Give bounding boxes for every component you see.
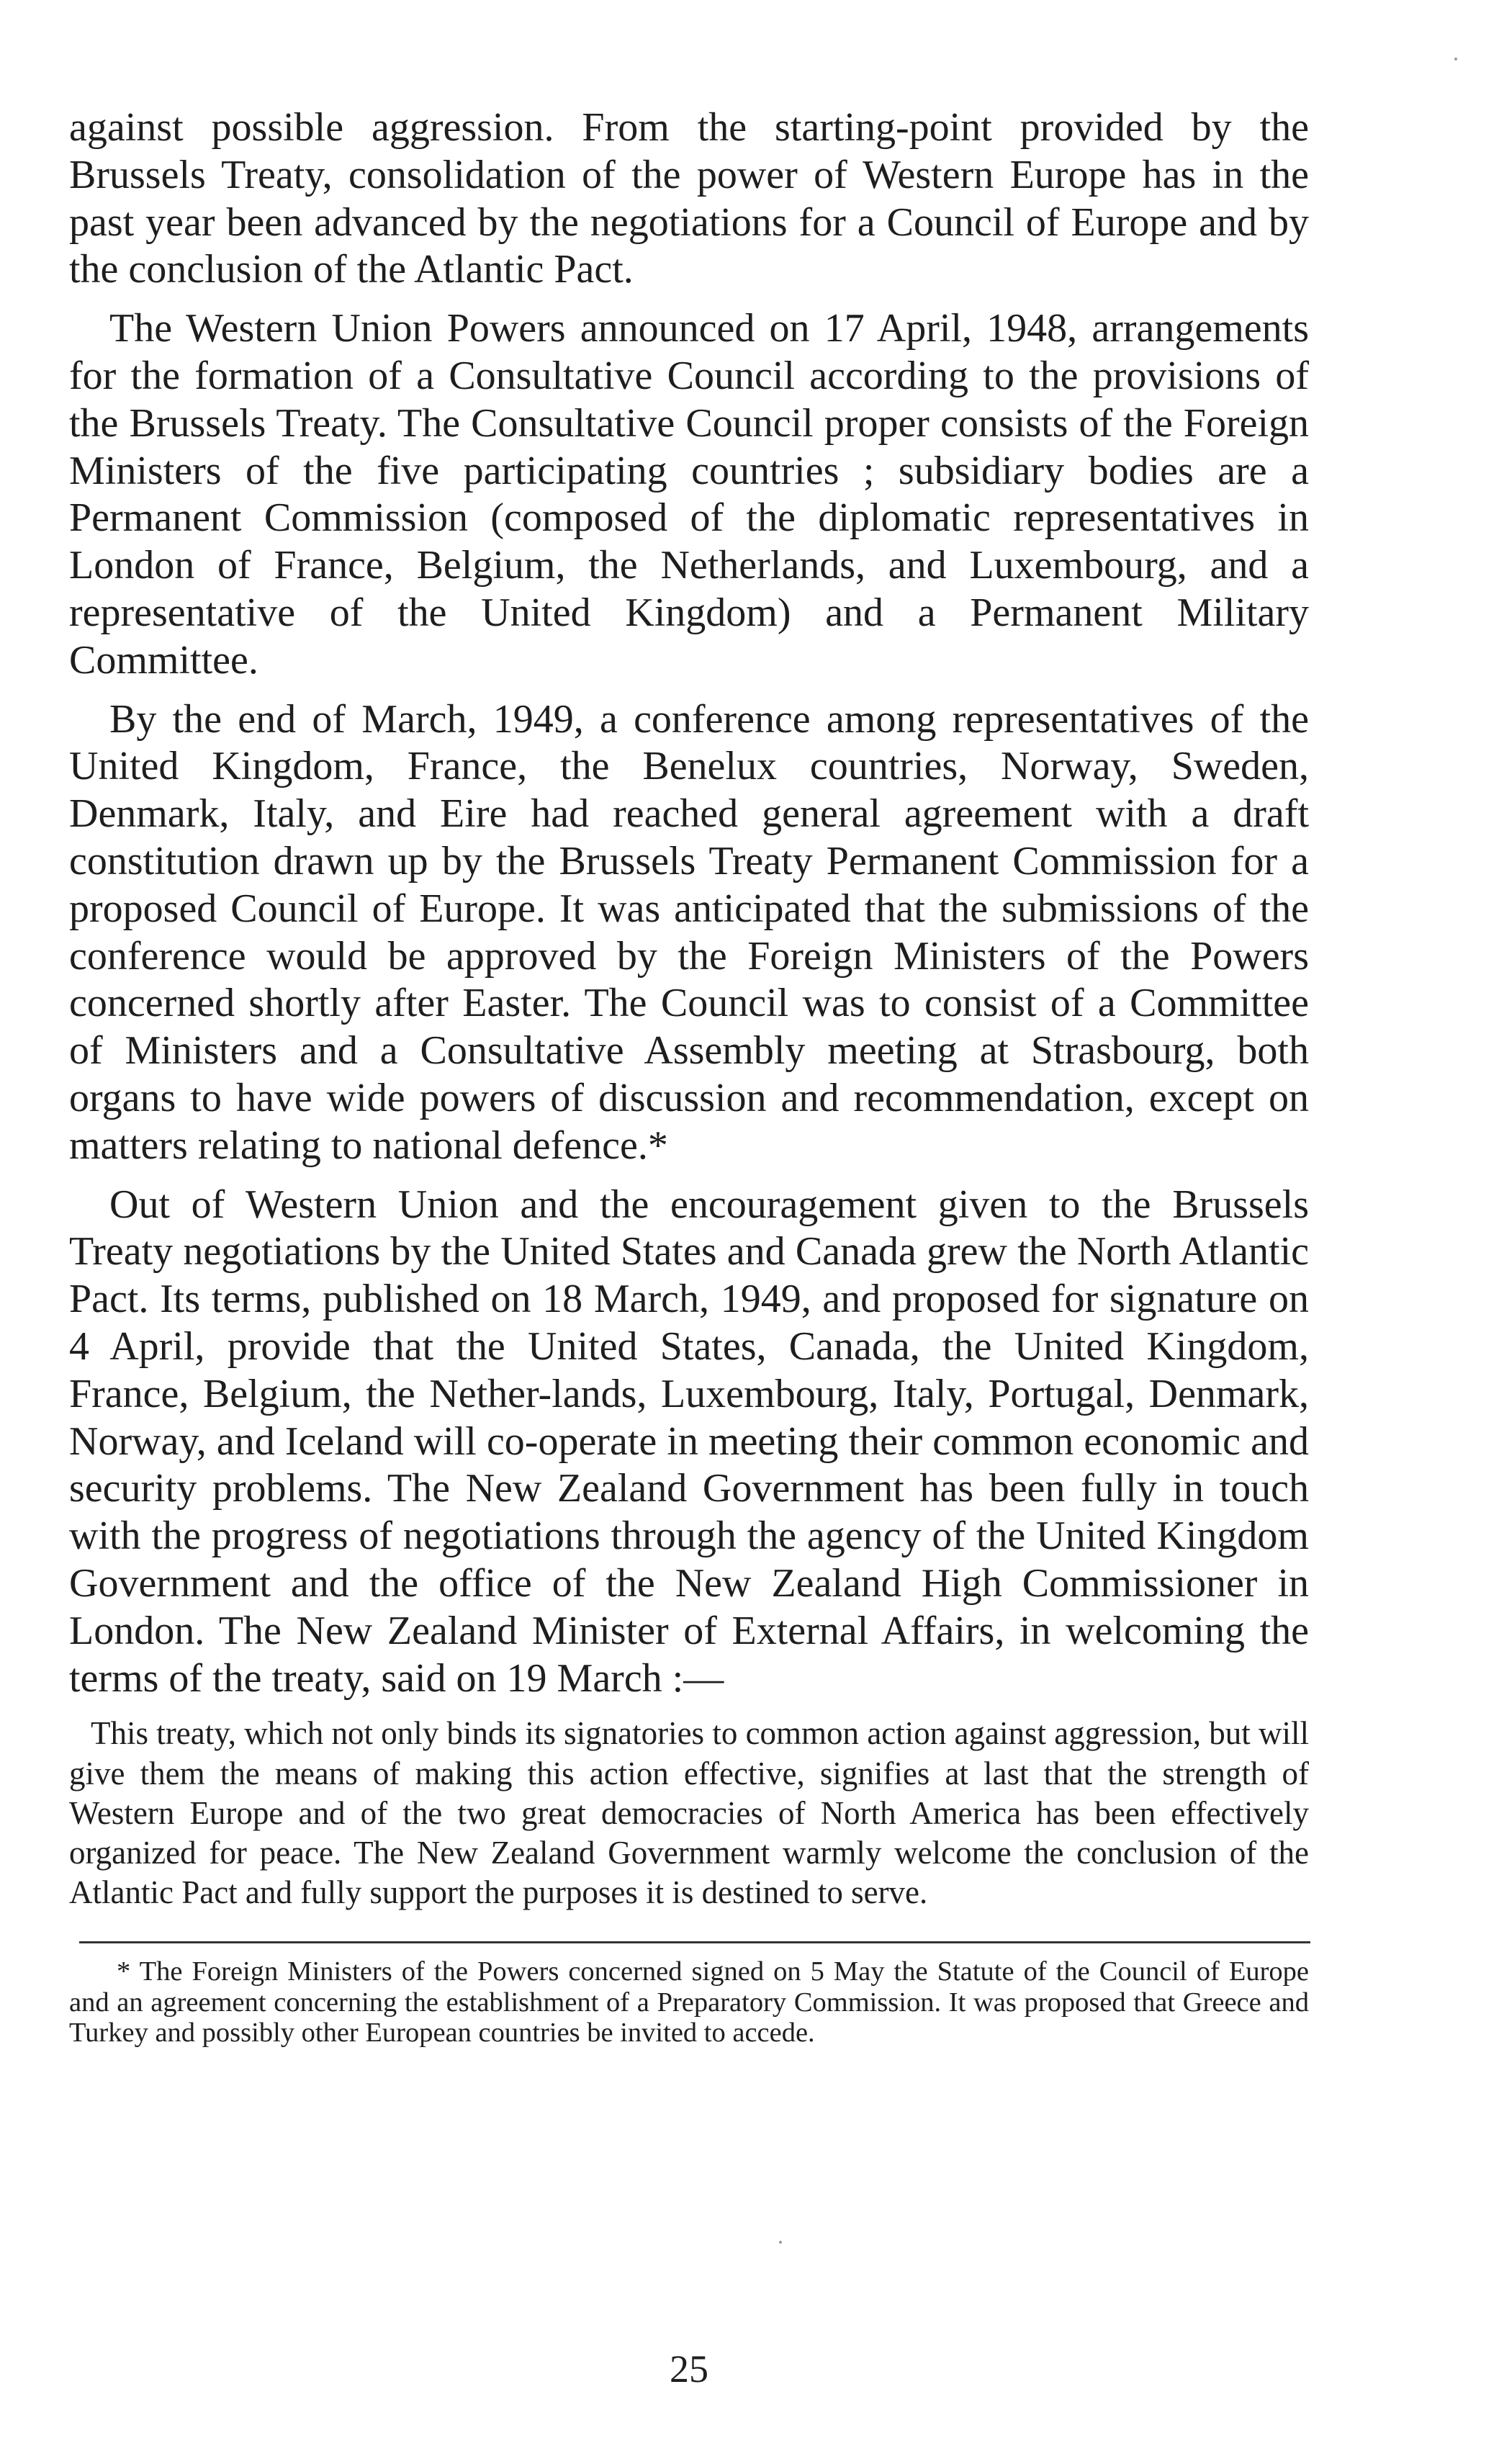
paragraph-3: By the end of March, 1949, a conference among representatives of the United Kingdom, France, the Benelux countries, Norway, Sweden, Denmark, Italy, and Eire had reached general agreement with a draft constitution drawn up by the Brussels Treaty Permanent Commission for a proposed Council of Europe. It was anticipated that the submissions of the conference would be approved by the Foreign Ministers of the Powers concerned shortly after Easter. The Council was to consist of a Committee of Ministers and a Consultative Assembly meeting at Strasbourg, both organs to have wide powers of discussion and recommendation, except on matters relating to national defence.* (69, 696, 1309, 1168)
footnote-divider (79, 1941, 1310, 1943)
scan-speck (779, 2241, 782, 2244)
page-body (69, 104, 1309, 2049)
block-quote: This treaty, which not only binds its signatories to common action against aggression, but will give them the means of making this action effective, signifies at last that the strength of Western Europe and of the two great democracies of North America has been effectively organized for peace. The New Zealand Government warmly welcome the conclusion of the Atlantic Pact and fully support the purposes it is destined to serve. (69, 1715, 1309, 1911)
paragraph-1: against possible aggression. From the starting-point provided by the Brussels Treaty, consolidation of the power of Western Europe has in the past year been advanced by the negotiations for a Council of Europe and by the conclusion of the Atlantic Pact. (69, 105, 1309, 292)
footnote: * The Foreign Ministers of the Powers concerned signed on 5 May the Statute of the Council of Europe and an agreement concerning the establishment of a Preparatory Commission. It was proposed that Greece and Turkey and possibly other European countries be invited to accede. (69, 1956, 1309, 2049)
paragraph-4: Out of Western Union and the encouragement given to the Brussels Treaty negotiations by the United States and Canada grew the North Atlantic Pact. Its terms, published on 18 March, 1949, and proposed for signature on 4 April, provide that the United States, Canada, the United Kingdom, France, Belgium, the Nether-lands, Luxembourg, Italy, Portugal, Denmark, Norway, and Iceland will co-operate in meeting their common economic and security problems. The New Zealand Government has been fully in touch with the progress of negotiations through the agency of the United Kingdom Government and the office of the New Zealand High Commissioner in London. The New Zealand Minister of External Affairs, in welcoming the terms of the treaty, said on 19 March :— (69, 1182, 1309, 1701)
paragraph-2: The Western Union Powers announced on 17 April, 1948, arrangements for the formation of a Consultative Council according to the provisions of the Brussels Treaty. The Consultative Council proper consists of the Foreign Ministers of the five participating countries ; subsidiary bodies are a Permanent Commission (composed of the diplomatic representatives in London of France, Belgium, the Netherlands, and Luxembourg, and a representative of the United Kingdom) and a Permanent Military Committee. (69, 306, 1309, 683)
page-number: 25 (670, 2347, 708, 2391)
scan-speck (1454, 58, 1457, 60)
